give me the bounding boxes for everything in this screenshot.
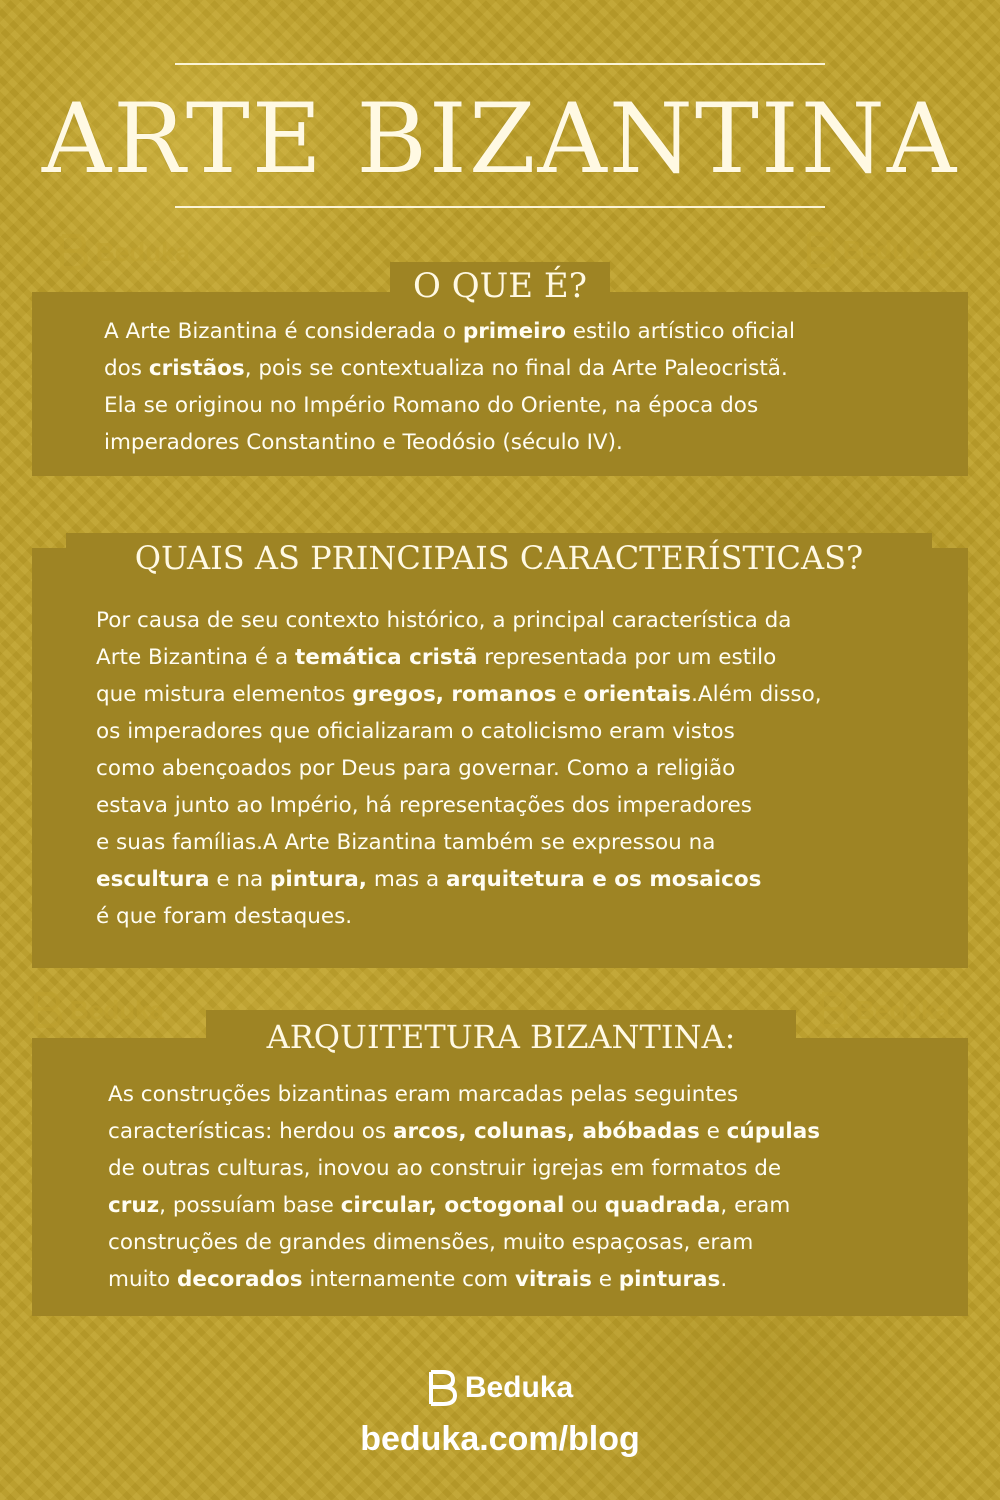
text-segment: estava junto ao Império, há representações dos imperadores (96, 793, 752, 818)
text-segment: e (556, 682, 584, 707)
text-segment: , pois se contextualiza no final da Arte Paleocristã. (244, 356, 788, 381)
text-segment: , possuíam base (159, 1193, 341, 1218)
bold-term: escultura (96, 867, 210, 892)
text-segment: estilo artístico oficial (565, 319, 796, 344)
watermark (805, 232, 937, 268)
watermark (32, 992, 164, 1028)
body-line (108, 1150, 820, 1187)
text-segment: é que foram destaques. (96, 904, 353, 929)
beduka-logo-icon (805, 232, 835, 268)
bold-term: decorados (176, 1267, 303, 1292)
text-segment: e suas famílias.A Arte Bizantina também se expressou na (96, 830, 716, 855)
body-line (96, 787, 822, 824)
bold-term: vitrais (514, 1267, 592, 1292)
bold-term: pintura, (270, 867, 367, 892)
text-segment: que mistura elementos (96, 682, 353, 707)
bold-term: circular, octogonal (340, 1193, 565, 1218)
title-bottom-rule (175, 206, 825, 208)
text-segment: Arte Bizantina é a (96, 645, 295, 670)
bold-term: cruz (108, 1193, 160, 1218)
text-segment: Por causa de seu contexto histórico, a principal característica da (96, 608, 792, 633)
title-top-rule (175, 63, 825, 65)
watermark-text: Beduka (96, 236, 190, 267)
beduka-logo-icon (32, 992, 62, 1028)
bold-term: arcos, colunas, abóbadas (392, 1119, 700, 1144)
body-line (96, 824, 822, 861)
body-line (108, 1187, 820, 1224)
text-segment: representada por um estilo (477, 645, 777, 670)
footer-url[interactable]: beduka.com/blog (360, 1420, 640, 1458)
text-segment: e (591, 1267, 619, 1292)
body-line (104, 313, 795, 350)
text-segment: A Arte Bizantina é considerada o (104, 319, 463, 344)
text-segment: dos (104, 356, 149, 381)
beduka-logo-icon (58, 234, 88, 270)
body-line (96, 639, 822, 676)
body-line (96, 861, 822, 898)
text-segment: ou (564, 1193, 605, 1218)
text-segment: e (699, 1119, 727, 1144)
bold-term: primeiro (462, 319, 566, 344)
text-segment: , eram (720, 1193, 791, 1218)
bold-term: cristãos (148, 356, 245, 381)
bold-term: quadrada (604, 1193, 721, 1218)
beduka-logo-icon (427, 1370, 457, 1406)
section-heading-characteristics: QUAIS AS PRINCIPAIS CARACTERÍSTICAS? (66, 533, 932, 579)
bold-term: temática cristã (294, 645, 478, 670)
text-segment: imperadores Constantino e Teodósio (século IV). (104, 430, 623, 455)
text-segment: como abençoados por Deus para governar. Como a religião (96, 756, 736, 781)
watermark-text: Beduka (856, 994, 950, 1025)
body-line (108, 1113, 820, 1150)
body-line (96, 713, 822, 750)
watermark (818, 992, 950, 1028)
body-line (104, 387, 795, 424)
text-segment: As construções bizantinas eram marcadas pelas seguintes (108, 1082, 739, 1107)
text-segment: internamente com (302, 1267, 515, 1292)
bold-term: orientais (583, 682, 692, 707)
text-segment: construções de grandes dimensões, muito espaçosas, eram (108, 1230, 754, 1255)
text-segment: e na (209, 867, 271, 892)
section-heading-architecture: ARQUITETURA BIZANTINA: (206, 1010, 796, 1058)
text-segment: . (720, 1267, 728, 1292)
text-segment: características: herdou os (108, 1119, 393, 1144)
bold-term: pinturas (618, 1267, 721, 1292)
section-body-characteristics (96, 602, 822, 935)
watermark (58, 234, 190, 270)
text-segment: Ela se originou no Império Romano do Oriente, na época dos (104, 393, 759, 418)
body-line (108, 1261, 820, 1298)
text-segment: .Além disso, (691, 682, 822, 707)
bold-term: gregos, romanos (352, 682, 557, 707)
text-segment: muito (108, 1267, 177, 1292)
bold-term: arquitetura e os mosaicos (445, 867, 762, 892)
body-line (96, 602, 822, 639)
body-line (96, 898, 822, 935)
body-line (104, 350, 795, 387)
body-line (108, 1224, 820, 1261)
text-segment: os imperadores que oficializaram o catolicismo eram vistos (96, 719, 735, 744)
body-line (108, 1076, 820, 1113)
beduka-logo-icon (818, 992, 848, 1028)
section-body-what-is (104, 313, 795, 461)
body-line (104, 424, 795, 461)
text-segment: mas a (366, 867, 446, 892)
body-line (96, 676, 822, 713)
section-body-architecture (108, 1076, 820, 1298)
section-heading-what-is: O QUE É? (390, 262, 610, 304)
footer-brand: Beduka (464, 1371, 574, 1404)
watermark-text: Beduka (70, 994, 164, 1025)
footer-logo (0, 1370, 1000, 1406)
page-title: ARTE BIZANTINA (41, 83, 959, 195)
bold-term: cúpulas (726, 1119, 821, 1144)
body-line (96, 750, 822, 787)
watermark-text: Beduka (843, 234, 937, 265)
text-segment: de outras culturas, inovou ao construir igrejas em formatos de (108, 1156, 782, 1181)
